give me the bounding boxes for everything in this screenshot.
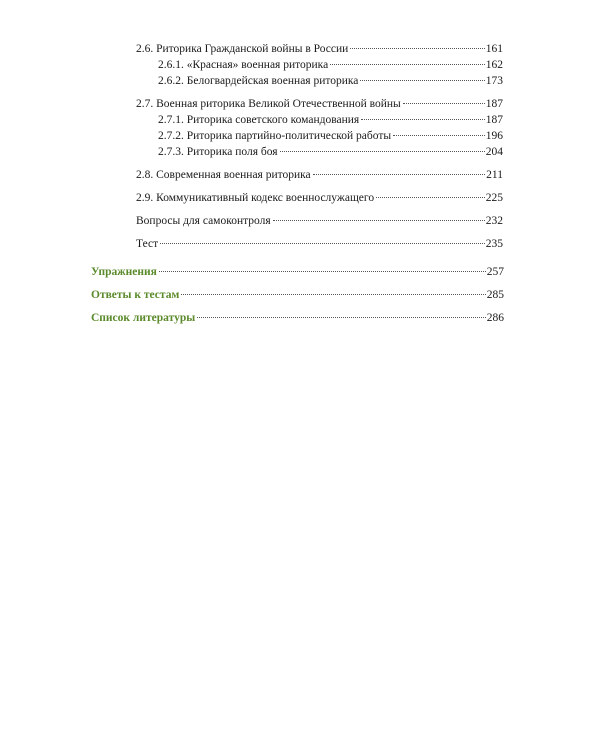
toc-entry-label: 2.6.2. Белогвардейская военная риторика — [158, 75, 359, 87]
dot-leader — [350, 47, 484, 49]
toc-entry-2-7[interactable] — [136, 96, 503, 112]
dot-leader — [313, 173, 486, 175]
toc-entry-2-7-2[interactable] — [158, 128, 503, 144]
toc-entry-label: Список литературы — [91, 312, 196, 324]
toc-entry-page: 211 — [486, 169, 503, 181]
toc-entry-label: Вопросы для самоконтроля — [136, 215, 271, 227]
dot-leader — [376, 196, 485, 198]
dot-leader — [273, 219, 485, 221]
toc-entry-page: 225 — [485, 192, 503, 204]
toc-entry-label: 2.8. Современная военная риторика — [136, 169, 311, 181]
toc-entry-label: 2.7.1. Риторика советского командования — [158, 114, 360, 126]
toc-entry-page: 286 — [486, 312, 504, 324]
toc-entry-page: 187 — [485, 114, 503, 126]
dot-leader — [403, 102, 485, 104]
toc-entry-exercises[interactable] — [91, 264, 504, 281]
toc-entry-page: 196 — [485, 130, 503, 142]
dot-leader — [330, 63, 485, 65]
toc-entry-label: Упражнения — [91, 266, 157, 278]
toc-entry-page: 232 — [485, 215, 503, 227]
dot-leader — [181, 293, 485, 295]
toc-entry-2-6-2[interactable] — [158, 73, 503, 89]
dot-leader — [361, 118, 485, 120]
toc-entry-test[interactable] — [136, 236, 503, 252]
dot-leader — [393, 134, 485, 136]
toc-entry-label: 2.7.3. Риторика поля боя — [158, 146, 278, 158]
toc-entry-label: 2.9. Коммуникативный кодекс военнослужащего — [136, 192, 375, 204]
toc-entry-page: 161 — [485, 43, 503, 55]
table-of-contents — [0, 41, 600, 327]
dot-leader — [159, 270, 486, 272]
toc-entry-label: 2.6.1. «Красная» военная риторика — [158, 59, 329, 71]
toc-entry-page: 187 — [485, 98, 503, 110]
toc-entry-label: Ответы к тестам — [91, 289, 180, 301]
toc-entry-2-8[interactable] — [136, 167, 503, 183]
toc-entry-page: 162 — [485, 59, 503, 71]
toc-entry-bibliography[interactable] — [91, 310, 504, 327]
toc-entry-page: 173 — [485, 75, 503, 87]
toc-entry-2-6[interactable] — [136, 41, 503, 57]
dot-leader — [280, 150, 485, 152]
toc-entry-label: 2.7. Военная риторика Великой Отечественной войны — [136, 98, 401, 110]
toc-entry-2-7-1[interactable] — [158, 112, 503, 128]
toc-entry-page: 285 — [486, 289, 504, 301]
dot-leader — [160, 242, 485, 244]
toc-entry-2-6-1[interactable] — [158, 57, 503, 73]
toc-entry-label: 2.6. Риторика Гражданской войны в России — [136, 43, 349, 55]
toc-entry-page: 235 — [485, 238, 503, 250]
toc-entry-page: 204 — [485, 146, 503, 158]
toc-entry-test-answers[interactable] — [91, 287, 504, 304]
toc-entry-self-check[interactable] — [136, 213, 503, 229]
toc-entry-2-7-3[interactable] — [158, 144, 503, 160]
toc-entry-label: 2.7.2. Риторика партийно-политической работы — [158, 130, 392, 142]
toc-entry-page: 257 — [486, 266, 504, 278]
toc-entry-2-9[interactable] — [136, 190, 503, 206]
dot-leader — [360, 79, 484, 81]
dot-leader — [197, 316, 486, 318]
toc-entry-label: Тест — [136, 238, 159, 250]
